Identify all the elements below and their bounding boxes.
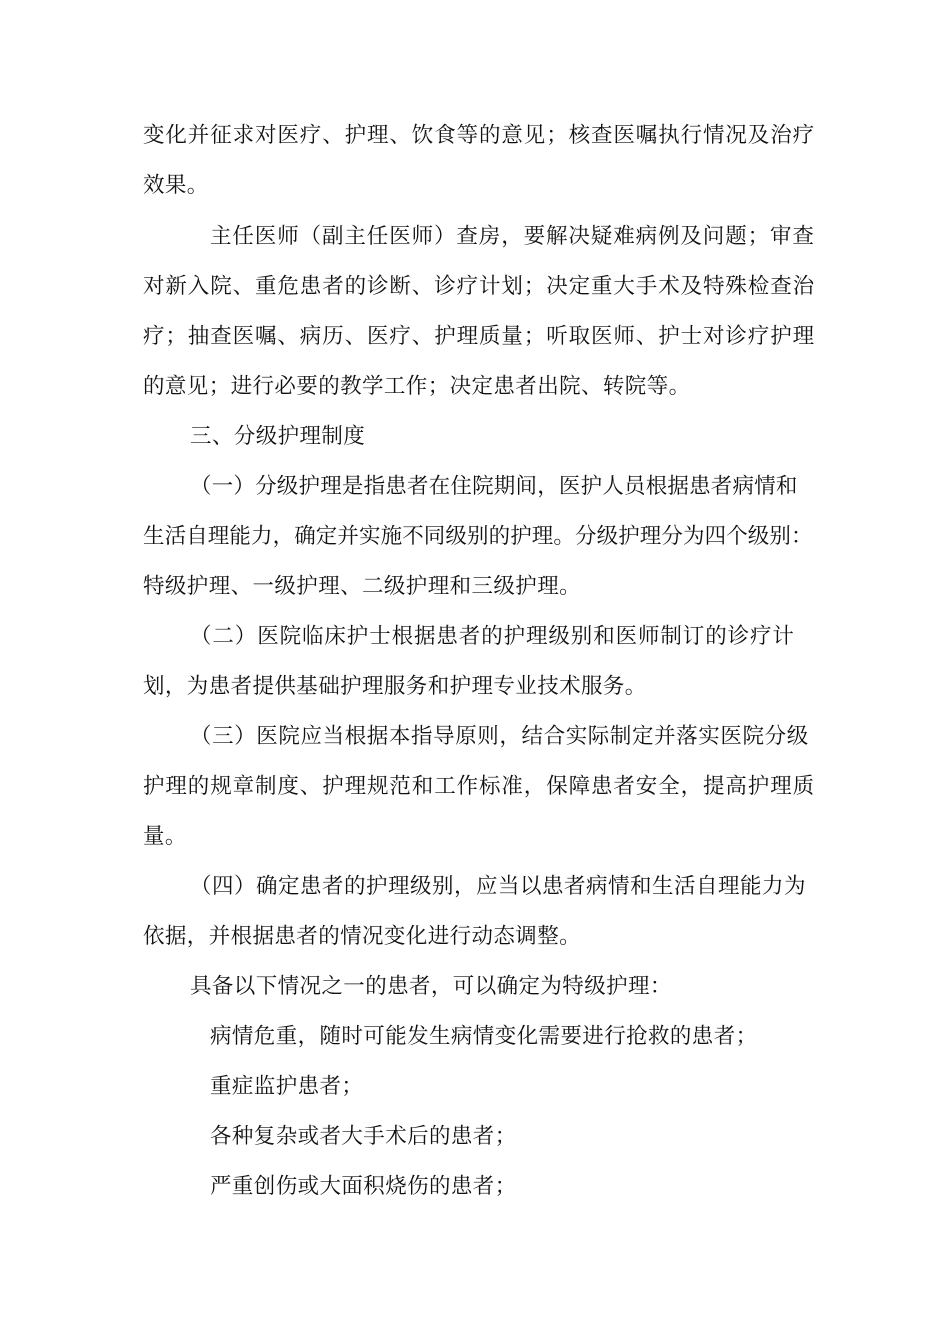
section-heading: 三、分级护理制度 <box>190 424 366 449</box>
paragraph-line: 具备以下情况之一的患者，可以确定为特级护理： <box>190 974 672 999</box>
paragraph-line: （三）医院应当根据本指导原则，结合实际制定并落实医院分级 <box>190 724 809 749</box>
list-item: 病情危重，随时可能发生病情变化需要进行抢救的患者； <box>210 1024 758 1049</box>
paragraph-line: 生活自理能力，确定并实施不同级别的护理。分级护理分为四个级别： <box>143 524 813 549</box>
list-item: 各种复杂或者大手术后的患者； <box>210 1124 517 1149</box>
paragraph-line: 护理的规章制度、护理规范和工作标准，保障患者安全，提高护理质 <box>143 774 816 799</box>
paragraph-line: 对新入院、重危患者的诊断、诊疗计划；决定重大手术及特殊检查治 <box>143 274 816 299</box>
paragraph-line: （二）医院临床护士根据患者的护理级别和医师制订的诊疗计 <box>190 624 795 649</box>
paragraph-line: 划，为患者提供基础护理服务和护理专业技术服务。 <box>143 674 647 699</box>
paragraph-line: 变化并征求对医疗、护理、饮食等的意见；核查医嘱执行情况及治疗 <box>143 123 816 148</box>
paragraph-line: 量。 <box>143 824 187 849</box>
paragraph-line: 依据，并根据患者的情况变化进行动态调整。 <box>143 924 582 949</box>
list-item: 重症监护患者； <box>210 1074 364 1099</box>
list-item: 严重创伤或大面积烧伤的患者； <box>210 1174 517 1199</box>
paragraph-line: 疗；抽查医嘱、病历、医疗、护理质量；听取医师、护士对诊疗护理 <box>143 324 816 349</box>
paragraph-line: 效果。 <box>143 173 209 198</box>
paragraph-line: （四）确定患者的护理级别，应当以患者病情和生活自理能力为 <box>190 874 807 899</box>
paragraph-line: 的意见；进行必要的教学工作；决定患者出院、转院等。 <box>143 374 691 399</box>
paragraph-line: 特级护理、一级护理、二级护理和三级护理。 <box>143 574 582 599</box>
paragraph-line: 主任医师（副主任医师）查房，要解决疑难病例及问题；审查 <box>210 224 815 249</box>
paragraph-line: （一）分级护理是指患者在住院期间，医护人员根据患者病情和 <box>190 474 798 499</box>
